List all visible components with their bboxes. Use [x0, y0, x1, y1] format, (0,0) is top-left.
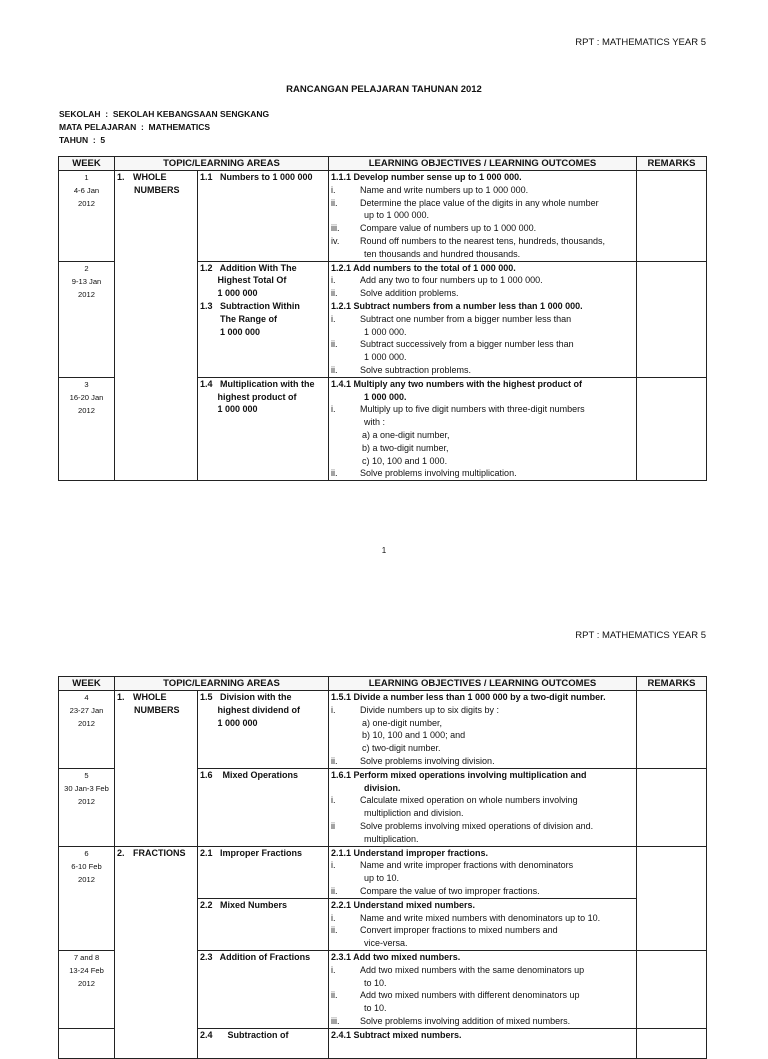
objectives-cell — [329, 768, 637, 846]
objective-item — [331, 351, 634, 364]
objective-heading — [331, 378, 634, 391]
topic-cell — [198, 261, 329, 377]
topic-line: highest dividend of — [200, 704, 301, 715]
objective-item — [331, 704, 634, 717]
objective-item — [331, 859, 634, 872]
item-text: Compare the value of two improper fractions. — [360, 885, 540, 896]
objective-item — [331, 820, 634, 833]
topic-line: 1.4 Multiplication with the — [200, 378, 315, 389]
item-marker: i. — [331, 275, 336, 286]
item-text: up to 1 000 000. — [364, 210, 430, 221]
week-cell: 1 4-6 Jan 2012 — [59, 171, 115, 262]
objective-item — [331, 964, 634, 977]
topic-line: 1.3 Subtraction Within — [200, 300, 300, 311]
col-remarks: REMARKS — [637, 677, 707, 691]
topic-line: 2.3 Addition of Fractions — [200, 951, 311, 962]
item-text: Compare value of numbers up to 1 000 000. — [360, 223, 537, 234]
objective-item — [331, 442, 634, 455]
item-marker: iv. — [331, 235, 340, 246]
item-text: Divide numbers up to six digits by : — [360, 704, 500, 715]
objective-item — [331, 755, 634, 768]
topic-line: 1.5 Division with the — [200, 692, 292, 702]
objective-item — [331, 209, 634, 222]
remarks-cell — [637, 261, 707, 377]
item-text: with : — [364, 417, 386, 428]
item-marker: iii. — [331, 1015, 340, 1026]
item-marker: i. — [331, 704, 336, 715]
learning-area-cell: 1. WHOLE NUMBERS — [115, 691, 198, 847]
remarks-cell — [637, 950, 707, 1028]
item-text: Solve addition problems. — [360, 288, 459, 299]
item-text: to 10. — [364, 1003, 387, 1014]
item-text: Solve problems involving multiplication. — [360, 468, 517, 479]
item-text: Name and write mixed numbers with denominators up to 10. — [360, 912, 601, 923]
objective-heading — [331, 391, 634, 404]
objective-heading — [331, 171, 634, 184]
item-text: 1 000 000. — [364, 391, 407, 402]
objective-item — [331, 1002, 634, 1015]
subject-line: MATA PELAJARAN : MATHEMATICS — [59, 122, 211, 132]
item-marker: ii. — [331, 339, 338, 350]
item-text: a) a one-digit number, — [362, 429, 450, 440]
objectives-cell — [329, 846, 637, 898]
topic-line: 2.1 Improper Fractions — [200, 847, 303, 858]
objective-item — [331, 248, 634, 261]
topic-line: 2.2 Mixed Numbers — [200, 899, 288, 910]
item-text: b) a two-digit number, — [362, 442, 449, 453]
item-marker: i. — [331, 860, 336, 871]
topic-line: 1 000 000 — [200, 717, 258, 728]
item-text: 1.4.1 Multiply any two numbers with the highest product of — [331, 378, 583, 389]
objective-item — [331, 885, 634, 898]
item-text: Multiply up to five digit numbers with three-digit numbers — [360, 404, 585, 415]
item-text: Add any two to four numbers up to 1 000 000. — [360, 275, 543, 286]
item-text: c) 10, 100 and 1 000. — [362, 455, 448, 466]
objective-item — [331, 924, 634, 937]
item-text: Name and write numbers up to 1 000 000. — [360, 184, 529, 195]
item-text: vice-versa. — [364, 938, 408, 949]
objective-item — [331, 416, 634, 429]
week-cell: 7 and 8 13-24 Feb 2012 — [59, 950, 115, 1028]
objectives-cell — [329, 691, 637, 769]
remarks-cell — [637, 171, 707, 262]
item-marker: i. — [331, 964, 336, 975]
item-text: 2.3.1 Add two mixed numbers. — [331, 951, 461, 962]
week-cell: 5 30 Jan-3 Feb 2012 — [59, 768, 115, 846]
page-number: 1 — [381, 546, 387, 555]
topic-line: 1.6 Mixed Operations — [200, 769, 299, 780]
objective-item — [331, 184, 634, 197]
objective-item — [331, 833, 634, 846]
document-title: RANCANGAN PELAJARAN TAHUNAN 2012 — [286, 84, 482, 95]
item-text: 1.1.1 Develop number sense up to 1 000 000. — [331, 172, 522, 182]
objective-item — [331, 364, 634, 377]
item-marker: i. — [331, 313, 336, 324]
topic-cell — [198, 1028, 329, 1058]
topic-cell — [198, 377, 329, 480]
table-row — [59, 846, 707, 898]
item-text: Solve problems involving mixed operations of division and. — [360, 820, 594, 831]
objective-item — [331, 717, 634, 730]
item-text: multiplication. — [364, 833, 419, 844]
topic-line: 1.1 Numbers to 1 000 000 — [200, 172, 313, 182]
item-text: c) two-digit number. — [362, 743, 441, 754]
objective-heading — [331, 782, 634, 795]
topic-line: highest product of — [200, 391, 297, 402]
item-text: Round off numbers to the nearest tens, hundreds, thousands, — [360, 235, 605, 246]
item-text: Calculate mixed operation on whole numbers involving — [360, 795, 578, 806]
objective-item — [331, 429, 634, 442]
col-topic: TOPIC/LEARNING AREAS — [115, 157, 329, 171]
remarks-cell — [637, 691, 707, 769]
item-text: 2.1.1 Understand improper fractions. — [331, 847, 489, 858]
topic-cell — [198, 691, 329, 769]
school-line: SEKOLAH : SEKOLAH KEBANGSAAN SENGKANG — [59, 109, 270, 119]
objective-item — [331, 989, 634, 1002]
objective-item — [331, 455, 634, 468]
objective-item — [331, 326, 634, 339]
item-text: 1.6.1 Perform mixed operations involving multiplication and — [331, 769, 587, 780]
topic-line: 2.4 Subtraction of — [200, 1029, 289, 1040]
item-text: 2.2.1 Understand mixed numbers. — [331, 899, 476, 910]
week-cell: 4 23-27 Jan 2012 — [59, 691, 115, 769]
objective-item — [331, 338, 634, 351]
objective-item — [331, 274, 634, 287]
item-marker: iii. — [331, 223, 340, 234]
remarks-cell — [637, 768, 707, 846]
item-marker: ii. — [331, 468, 338, 479]
col-objectives: LEARNING OBJECTIVES / LEARNING OUTCOMES — [329, 157, 637, 171]
objective-item — [331, 235, 634, 248]
topic-line: Highest Total Of — [200, 275, 287, 286]
topic-cell — [198, 768, 329, 846]
item-marker: i. — [331, 795, 336, 806]
learning-area-cell: 1. WHOLE NUMBERS — [115, 171, 198, 481]
table-row — [59, 171, 707, 262]
topic-cell — [198, 846, 329, 898]
item-text: multipliction and division. — [364, 808, 464, 819]
item-marker: ii — [331, 820, 335, 831]
lesson-plan-table-page-1 — [58, 156, 707, 481]
item-text: Solve problems involving addition of mixed numbers. — [360, 1015, 571, 1026]
year-line: TAHUN : 5 — [59, 135, 106, 145]
objectives-cell — [329, 1028, 637, 1058]
col-topic: TOPIC/LEARNING AREAS — [115, 677, 329, 691]
objectives-cell — [329, 950, 637, 1028]
topic-cell — [198, 950, 329, 1028]
item-text: up to 10. — [364, 873, 400, 884]
week-cell: 3 16-20 Jan 2012 — [59, 377, 115, 480]
objective-item — [331, 313, 634, 326]
topic-line: The Range of — [200, 313, 278, 324]
learning-area-cell: 2. FRACTIONS — [115, 846, 198, 1058]
item-marker: ii. — [331, 197, 338, 208]
objective-item — [331, 403, 634, 416]
col-week: WEEK — [59, 677, 115, 691]
objective-item — [331, 872, 634, 885]
objective-item — [331, 977, 634, 990]
objective-heading — [331, 847, 634, 860]
objective-heading — [331, 262, 634, 275]
item-marker: i. — [331, 912, 336, 923]
item-text: 1.2.1 Subtract numbers from a number less than 1 000 000. — [331, 300, 583, 311]
item-text: Determine the place value of the digits in any whole number — [360, 197, 599, 208]
item-text: ten thousands and hundred thousands. — [364, 248, 521, 259]
item-text: 1 000 000. — [364, 352, 407, 363]
topic-line: 1.2 Addition With The — [200, 262, 297, 273]
objective-item — [331, 197, 634, 210]
item-text: Convert improper fractions to mixed numbers and — [360, 925, 558, 936]
remarks-cell — [637, 1028, 707, 1058]
item-text: a) one-digit number, — [362, 717, 443, 728]
objective-item — [331, 742, 634, 755]
col-remarks: REMARKS — [637, 157, 707, 171]
item-text: Solve subtraction problems. — [360, 364, 472, 375]
topic-line: 1 000 000 — [200, 288, 258, 299]
objective-heading — [331, 899, 634, 912]
item-marker: i. — [331, 404, 336, 415]
week-cell: 2 9-13 Jan 2012 — [59, 261, 115, 377]
objectives-cell — [329, 898, 637, 950]
item-text: to 10. — [364, 977, 387, 988]
topic-cell — [198, 171, 329, 262]
item-marker: ii. — [331, 925, 338, 936]
topic-cell — [198, 898, 329, 950]
item-text: 1.2.1 Add numbers to the total of 1 000 000. — [331, 262, 516, 273]
table-row — [59, 691, 707, 769]
item-text: Add two mixed numbers with different denominators up — [360, 990, 580, 1001]
page-header-label: RPT : MATHEMATICS YEAR 5 — [575, 37, 706, 48]
objectives-cell — [329, 261, 637, 377]
item-marker: i. — [331, 184, 336, 195]
objective-heading — [331, 1029, 634, 1042]
topic-line: 1 000 000 — [200, 326, 261, 337]
objective-item — [331, 1015, 634, 1028]
item-marker: ii. — [331, 990, 338, 1001]
item-text: 2.4.1 Subtract mixed numbers. — [331, 1029, 462, 1040]
item-text: Subtract successively from a bigger number less than — [360, 339, 574, 350]
objectives-cell — [329, 377, 637, 480]
remarks-cell — [637, 846, 707, 950]
item-text: Add two mixed numbers with the same denominators up — [360, 964, 585, 975]
item-text: b) 10, 100 and 1 000; and — [362, 730, 466, 741]
objective-heading — [331, 951, 634, 964]
objective-item — [331, 287, 634, 300]
lesson-plan-table-page-2 — [58, 676, 707, 1059]
objective-heading — [331, 691, 634, 704]
item-text: Solve problems involving division. — [360, 755, 495, 766]
objective-item — [331, 912, 634, 925]
objective-heading — [331, 769, 634, 782]
item-text: Name and write improper fractions with denominators — [360, 860, 574, 871]
col-week: WEEK — [59, 157, 115, 171]
item-marker: ii. — [331, 288, 338, 299]
table-header-row — [59, 677, 707, 691]
objective-item — [331, 807, 634, 820]
objective-item — [331, 729, 634, 742]
week-cell — [59, 1028, 115, 1058]
objectives-cell — [329, 171, 637, 262]
week-cell: 6 6-10 Feb 2012 — [59, 846, 115, 950]
item-marker: ii. — [331, 885, 338, 896]
item-text: 1 000 000. — [364, 326, 407, 337]
topic-line: 1 000 000 — [200, 404, 258, 415]
item-text: division. — [364, 782, 401, 793]
item-marker: ii. — [331, 364, 338, 375]
remarks-cell — [637, 377, 707, 480]
objective-item — [331, 467, 634, 480]
col-objectives: LEARNING OBJECTIVES / LEARNING OUTCOMES — [329, 677, 637, 691]
item-marker: ii. — [331, 755, 338, 766]
objective-item — [331, 222, 634, 235]
objective-item — [331, 937, 634, 950]
document-meta — [59, 108, 269, 147]
page-header-label: RPT : MATHEMATICS YEAR 5 — [575, 630, 706, 641]
item-text: Subtract one number from a bigger number less than — [360, 313, 572, 324]
item-text: 1.5.1 Divide a number less than 1 000 000 by a two-digit number. — [331, 692, 606, 702]
table-header-row — [59, 157, 707, 171]
objective-heading — [331, 300, 634, 313]
objective-item — [331, 794, 634, 807]
